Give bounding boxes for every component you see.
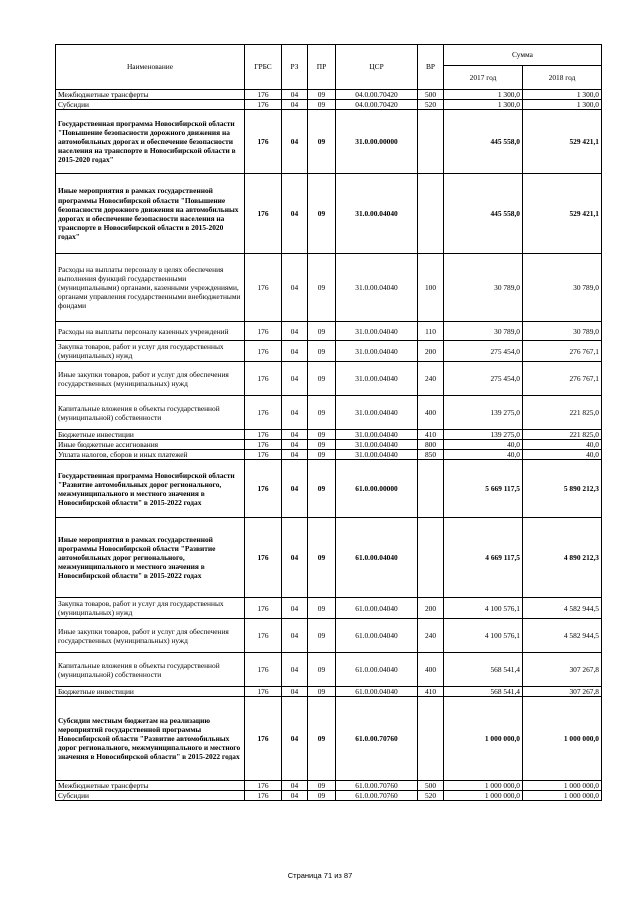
table-cell-2018: 40,0 (523, 440, 602, 450)
table-cell-pr: 09 (308, 430, 336, 440)
table-cell-name: Иные закупки товаров, работ и услуг для обеспечения государственных (муниципальных) нужд (56, 619, 245, 653)
table-cell-csr: 31.0.00.04040 (336, 450, 418, 460)
table-cell-name: Капитальные вложения в объекты государственной (муниципальной) собственности (56, 396, 245, 430)
table-cell-2018: 276 767,1 (523, 362, 602, 396)
table-cell-grbs: 176 (245, 687, 282, 697)
table-cell-rz: 04 (282, 254, 308, 322)
table-cell-name: Государственная программа Новосибирской области "Повышение безопасности дорожного движения на автомобильных дорогах и обеспечение безопасности населения на транспорте в Новосибирской области в 2015-2020 годах" (56, 110, 245, 174)
table-row (56, 174, 602, 254)
table-cell-grbs: 176 (245, 781, 282, 791)
table-cell-2017: 568 541,4 (444, 687, 523, 697)
budget-table (55, 44, 602, 801)
table-cell-pr: 09 (308, 100, 336, 110)
table-cell-grbs: 176 (245, 460, 282, 518)
table-cell-csr: 31.0.00.04040 (336, 396, 418, 430)
table-cell-rz: 04 (282, 450, 308, 460)
table-cell-rz: 04 (282, 518, 308, 598)
table-cell-2017: 40,0 (444, 450, 523, 460)
header-2018: 2018 год (523, 66, 602, 90)
table-cell-2018: 30 789,0 (523, 254, 602, 322)
table-body (56, 90, 602, 801)
table-cell-2017: 30 789,0 (444, 254, 523, 322)
table-cell-name: Иные мероприятия в рамках государственной программы Новосибирской области "Повышение безопасности дорожного движения на автомобильных дорогах и обеспечение безопасности населения на транспорте в Новосибирской области в 2015-2020 годах" (56, 174, 245, 254)
table-cell-name: Уплата налогов, сборов и иных платежей (56, 450, 245, 460)
table-cell-rz: 04 (282, 322, 308, 341)
header-vr: ВР (418, 45, 444, 90)
table-cell-2017: 445 558,0 (444, 174, 523, 254)
table-cell-2018: 276 767,1 (523, 341, 602, 362)
table-cell-pr: 09 (308, 110, 336, 174)
table-cell-vr: 110 (418, 322, 444, 341)
table-row (56, 450, 602, 460)
table-cell-2018: 4 890 212,3 (523, 518, 602, 598)
table-cell-pr: 09 (308, 254, 336, 322)
table-cell-vr (418, 110, 444, 174)
table-cell-name: Закупка товаров, работ и услуг для государственных (муниципальных) нужд (56, 341, 245, 362)
table-cell-rz: 04 (282, 341, 308, 362)
table-cell-name: Бюджетные инвестиции (56, 430, 245, 440)
table-cell-pr: 09 (308, 322, 336, 341)
table-cell-csr: 31.0.00.04040 (336, 341, 418, 362)
table-cell-vr: 240 (418, 619, 444, 653)
table-cell-csr: 61.0.00.04040 (336, 619, 418, 653)
table-cell-2018: 40,0 (523, 450, 602, 460)
table-cell-csr: 31.0.00.00000 (336, 110, 418, 174)
table-row (56, 322, 602, 341)
table-cell-rz: 04 (282, 90, 308, 100)
table-cell-vr: 410 (418, 430, 444, 440)
table-cell-vr: 240 (418, 362, 444, 396)
table-cell-vr: 400 (418, 653, 444, 687)
table-cell-2018: 1 000 000,0 (523, 791, 602, 801)
table-row (56, 362, 602, 396)
table-cell-2017: 1 000 000,0 (444, 697, 523, 781)
table-cell-grbs: 176 (245, 619, 282, 653)
table-cell-name: Субсидии местным бюджетам на реализацию мероприятий государственной программы Новосибирской области "Развитие автомобильных дорог регионального, межмуниципального и местного значения в Новосибирской области" в 2015-2022 годах (56, 697, 245, 781)
table-cell-name: Закупка товаров, работ и услуг для государственных (муниципальных) нужд (56, 598, 245, 619)
table-row (56, 254, 602, 322)
header-csr: ЦСР (336, 45, 418, 90)
table-cell-2017: 1 000 000,0 (444, 781, 523, 791)
table-cell-pr: 09 (308, 450, 336, 460)
table-cell-2017: 568 541,4 (444, 653, 523, 687)
table-cell-2018: 4 582 944,5 (523, 619, 602, 653)
table-cell-name: Государственная программа Новосибирской области "Развитие автомобильных дорог регионального, межмуниципального и местного значения в Новосибирской области" в 2015-2022 годах (56, 460, 245, 518)
table-cell-csr: 31.0.00.04040 (336, 362, 418, 396)
table-cell-pr: 09 (308, 440, 336, 450)
table-cell-pr: 09 (308, 697, 336, 781)
table-cell-name: Расходы на выплаты персоналу в целях обеспечения выполнения функций государственными (муниципальными) органами, казенными учреждениями, органами управления государственными внебюджетными фондами (56, 254, 245, 322)
table-cell-grbs: 176 (245, 653, 282, 687)
table-cell-pr: 09 (308, 362, 336, 396)
table-cell-pr: 09 (308, 791, 336, 801)
table-cell-grbs: 176 (245, 430, 282, 440)
table-cell-2018: 5 890 212,3 (523, 460, 602, 518)
table-cell-2018: 30 789,0 (523, 322, 602, 341)
table-cell-csr: 31.0.00.04040 (336, 430, 418, 440)
table-cell-csr: 31.0.00.04040 (336, 174, 418, 254)
table-cell-grbs: 176 (245, 598, 282, 619)
table-cell-csr: 61.0.00.04040 (336, 598, 418, 619)
table-cell-grbs: 176 (245, 322, 282, 341)
table-cell-pr: 09 (308, 341, 336, 362)
table-cell-vr (418, 174, 444, 254)
table-cell-pr: 09 (308, 781, 336, 791)
table-row (56, 430, 602, 440)
table-cell-2017: 4 100 576,1 (444, 619, 523, 653)
table-cell-2017: 1 300,0 (444, 90, 523, 100)
table-cell-grbs: 176 (245, 518, 282, 598)
table-row (56, 687, 602, 697)
table-cell-2018: 307 267,8 (523, 687, 602, 697)
table-cell-name: Субсидии (56, 791, 245, 801)
table-cell-2017: 5 669 117,5 (444, 460, 523, 518)
table-cell-name: Межбюджетные трансферты (56, 781, 245, 791)
table-row (56, 396, 602, 430)
table-cell-2018: 221 825,0 (523, 396, 602, 430)
table-cell-name: Межбюджетные трансферты (56, 90, 245, 100)
table-row (56, 440, 602, 450)
table-cell-grbs: 176 (245, 697, 282, 781)
header-2017: 2017 год (444, 66, 523, 90)
table-cell-csr: 61.0.00.04040 (336, 653, 418, 687)
table-cell-pr: 09 (308, 460, 336, 518)
table-cell-2017: 139 275,0 (444, 430, 523, 440)
table-cell-rz: 04 (282, 598, 308, 619)
table-row (56, 518, 602, 598)
table-cell-2018: 529 421,1 (523, 174, 602, 254)
table-cell-2018: 1 300,0 (523, 100, 602, 110)
table-row (56, 110, 602, 174)
table-cell-name: Иные бюджетные ассигнования (56, 440, 245, 450)
table-cell-csr: 61.0.00.70760 (336, 781, 418, 791)
table-cell-vr (418, 460, 444, 518)
table-cell-rz: 04 (282, 100, 308, 110)
table-cell-2018: 1 300,0 (523, 90, 602, 100)
table-cell-csr: 31.0.00.04040 (336, 254, 418, 322)
table-cell-name: Капитальные вложения в объекты государственной (муниципальной) собственности (56, 653, 245, 687)
table-cell-rz: 04 (282, 791, 308, 801)
table-cell-vr: 500 (418, 90, 444, 100)
table-row (56, 100, 602, 110)
table-row (56, 697, 602, 781)
table-cell-csr: 61.0.00.70760 (336, 697, 418, 781)
table-cell-vr: 500 (418, 781, 444, 791)
table-cell-vr: 200 (418, 341, 444, 362)
table-cell-pr: 09 (308, 174, 336, 254)
table-cell-rz: 04 (282, 174, 308, 254)
table-cell-csr: 31.0.00.04040 (336, 440, 418, 450)
table-row (56, 598, 602, 619)
table-row (56, 90, 602, 100)
table-cell-vr: 200 (418, 598, 444, 619)
table-cell-2018: 529 421,1 (523, 110, 602, 174)
table-cell-rz: 04 (282, 619, 308, 653)
table-cell-rz: 04 (282, 781, 308, 791)
table-cell-2017: 4 100 576,1 (444, 598, 523, 619)
table-cell-rz: 04 (282, 396, 308, 430)
table-cell-2018: 4 582 944,5 (523, 598, 602, 619)
header-grbs: ГРБС (245, 45, 282, 90)
table-cell-2017: 1 300,0 (444, 100, 523, 110)
header-name: Наименование (56, 45, 245, 90)
table-cell-2017: 275 454,0 (444, 341, 523, 362)
table-cell-name: Иные закупки товаров, работ и услуг для обеспечения государственных (муниципальных) нужд (56, 362, 245, 396)
table-cell-vr: 520 (418, 100, 444, 110)
table-cell-grbs: 176 (245, 254, 282, 322)
table-cell-vr: 410 (418, 687, 444, 697)
table-cell-pr: 09 (308, 653, 336, 687)
table-row (56, 341, 602, 362)
table-cell-csr: 61.0.00.00000 (336, 460, 418, 518)
table-cell-pr: 09 (308, 619, 336, 653)
table-cell-csr: 31.0.00.04040 (336, 322, 418, 341)
table-cell-grbs: 176 (245, 110, 282, 174)
table-cell-rz: 04 (282, 440, 308, 450)
table-cell-2017: 139 275,0 (444, 396, 523, 430)
table-cell-vr: 850 (418, 450, 444, 460)
table-cell-grbs: 176 (245, 174, 282, 254)
table-cell-grbs: 176 (245, 341, 282, 362)
table-cell-2018: 221 825,0 (523, 430, 602, 440)
table-cell-2017: 275 454,0 (444, 362, 523, 396)
table-cell-rz: 04 (282, 687, 308, 697)
table-cell-pr: 09 (308, 518, 336, 598)
table-row (56, 791, 602, 801)
table-cell-csr: 61.0.00.04040 (336, 687, 418, 697)
table-cell-2017: 4 669 117,5 (444, 518, 523, 598)
table-cell-rz: 04 (282, 697, 308, 781)
table-cell-grbs: 176 (245, 396, 282, 430)
table-cell-name: Бюджетные инвестиции (56, 687, 245, 697)
table-cell-name: Расходы на выплаты персоналу казенных учреждений (56, 322, 245, 341)
table-cell-rz: 04 (282, 430, 308, 440)
table-cell-rz: 04 (282, 653, 308, 687)
table-cell-2018: 1 000 000,0 (523, 781, 602, 791)
table-cell-vr (418, 518, 444, 598)
document-page (55, 44, 601, 801)
table-cell-name: Субсидии (56, 100, 245, 110)
table-cell-vr: 520 (418, 791, 444, 801)
table-cell-pr: 09 (308, 687, 336, 697)
table-cell-2017: 30 789,0 (444, 322, 523, 341)
table-cell-rz: 04 (282, 110, 308, 174)
table-cell-vr: 100 (418, 254, 444, 322)
table-row (56, 781, 602, 791)
header-sum: Сумма (444, 45, 602, 66)
table-cell-csr: 61.0.00.70760 (336, 791, 418, 801)
header-pr: ПР (308, 45, 336, 90)
table-cell-vr: 400 (418, 396, 444, 430)
table-row (56, 619, 602, 653)
table-cell-2018: 307 267,8 (523, 653, 602, 687)
table-cell-vr: 800 (418, 440, 444, 450)
table-cell-grbs: 176 (245, 362, 282, 396)
table-cell-name: Иные мероприятия в рамках государственной программы Новосибирской области "Развитие автомобильных дорог регионального, межмуниципального и местного значения в Новосибирской области" в 2015-2022 годах (56, 518, 245, 598)
table-row (56, 460, 602, 518)
table-cell-2017: 445 558,0 (444, 110, 523, 174)
table-cell-pr: 09 (308, 396, 336, 430)
table-cell-2017: 40,0 (444, 440, 523, 450)
table-cell-grbs: 176 (245, 100, 282, 110)
table-cell-grbs: 176 (245, 791, 282, 801)
page-footer: Страница 71 из 87 (287, 871, 353, 880)
table-row (56, 653, 602, 687)
header-rz: РЗ (282, 45, 308, 90)
table-cell-pr: 09 (308, 90, 336, 100)
table-cell-csr: 61.0.00.04040 (336, 518, 418, 598)
table-cell-csr: 04.0.00.70420 (336, 90, 418, 100)
table-cell-2018: 1 000 000,0 (523, 697, 602, 781)
table-cell-rz: 04 (282, 362, 308, 396)
table-cell-grbs: 176 (245, 450, 282, 460)
table-cell-vr (418, 697, 444, 781)
table-cell-grbs: 176 (245, 90, 282, 100)
table-cell-grbs: 176 (245, 440, 282, 450)
table-cell-csr: 04.0.00.70420 (336, 100, 418, 110)
table-cell-rz: 04 (282, 460, 308, 518)
table-cell-2017: 1 000 000,0 (444, 791, 523, 801)
table-cell-pr: 09 (308, 598, 336, 619)
